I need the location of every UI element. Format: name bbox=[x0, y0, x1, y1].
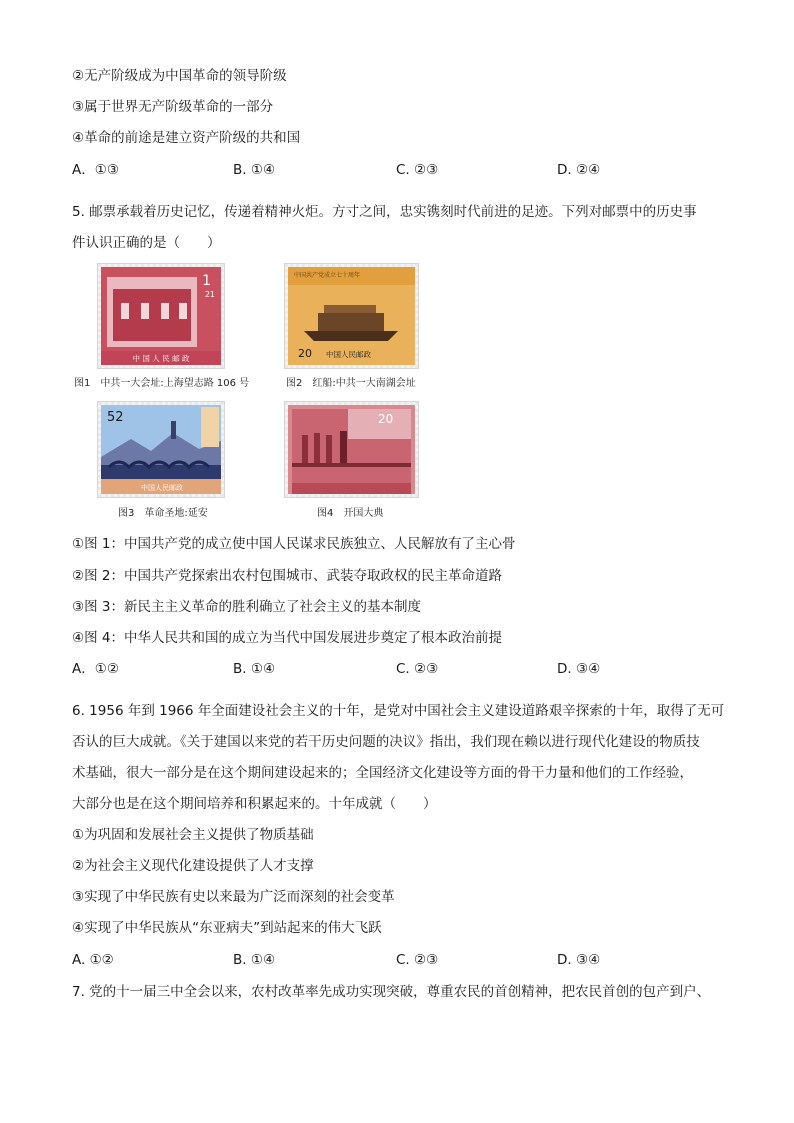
q5-item-1: ①图 1：中国共产党的成立使中国人民谋求民族独立、人民解放有了主心骨 bbox=[72, 536, 516, 552]
svg-text:21: 21 bbox=[204, 290, 215, 299]
q6-item-2: ②为社会主义现代化建设提供了人才支撑 bbox=[72, 858, 314, 874]
q4-option-c[interactable]: C. ②③ bbox=[396, 162, 439, 178]
q7-stem-line-1: 7. 党的十一届三中全会以来，农村改革率先成功实现突破，尊重农民的首创精神，把农民首创的包产到户、 bbox=[72, 984, 711, 1000]
q6-stem-line-1: 6. 1956 年到 1966 年全面建设社会主义的十年，是党对中国社会主义建设道路艰辛探索的十年，取得了无可 bbox=[72, 703, 725, 719]
svg-text:中 国 人 民 邮 政: 中 国 人 民 邮 政 bbox=[132, 354, 190, 363]
q4-option-a[interactable]: A．①③ bbox=[72, 162, 119, 178]
stamp-caption-4: 图4 开国大典 bbox=[317, 508, 384, 519]
svg-text:中国共产党成立七十周年: 中国共产党成立七十周年 bbox=[294, 272, 361, 279]
q6-item-1: ①为巩固和发展社会主义提供了物质基础 bbox=[72, 827, 314, 843]
q5-item-4: ④图 4：中华人民共和国的成立为当代中国发展进步奠定了根本政治前提 bbox=[72, 630, 502, 646]
stamp-figure-4 bbox=[285, 402, 418, 497]
svg-text:52: 52 bbox=[107, 410, 124, 425]
q6-stem-line-3: 术基础，很大一部分是在这个期间建设起来的；全国经济文化建设等方面的骨干力量和他们的工作经验， bbox=[72, 765, 693, 781]
q4-option-b[interactable]: B. ①④ bbox=[233, 162, 276, 178]
stamp-figure-3 bbox=[98, 402, 224, 497]
q6-option-c[interactable]: C. ②③ bbox=[396, 952, 439, 968]
q5-option-c[interactable]: C. ②③ bbox=[396, 661, 439, 677]
stamp-caption-1: 图1 中共一大会址:上海望志路 106 号 bbox=[74, 378, 250, 389]
q6-option-d[interactable]: D. ③④ bbox=[557, 952, 601, 968]
q5-stem-line-2: 件认识正确的是（ ） bbox=[72, 235, 221, 251]
svg-text:1: 1 bbox=[202, 273, 211, 289]
svg-text:中国人民邮政: 中国人民邮政 bbox=[326, 350, 371, 359]
q5-stem-line-1: 5. 邮票承载着历史记忆，传递着精神火炬。方寸之间，忠实镌刻时代前进的足迹。下列对邮票中的历史事 bbox=[72, 204, 697, 220]
q6-stem-line-4: 大部分也是在这个期间培养和积累起来的。十年成就（ ） bbox=[72, 796, 437, 812]
q5-option-b[interactable]: B. ①④ bbox=[233, 661, 276, 677]
q4-item-4: ④革命的前途是建立资产阶级的共和国 bbox=[72, 130, 301, 146]
q5-option-d[interactable]: D. ③④ bbox=[557, 661, 601, 677]
q5-item-2: ②图 2：中国共产党探索出农村包围城市、武装夺取政权的民主革命道路 bbox=[72, 568, 502, 584]
svg-text:20: 20 bbox=[298, 347, 312, 360]
q4-option-d[interactable]: D. ②④ bbox=[557, 162, 601, 178]
q5-option-a[interactable]: A．①② bbox=[72, 661, 119, 677]
svg-text:中国人民邮政: 中国人民邮政 bbox=[141, 484, 183, 492]
stamp-figure-1 bbox=[98, 264, 224, 368]
q4-item-2: ②无产阶级成为中国革命的领导阶级 bbox=[72, 68, 287, 84]
q6-item-4: ④实现了中华民族从“东亚病夫”到站起来的伟大飞跃 bbox=[72, 920, 382, 936]
q6-item-3: ③实现了中华民族有史以来最为广泛而深刻的社会变革 bbox=[72, 889, 395, 905]
stamp-figure-2 bbox=[285, 264, 418, 368]
q5-item-3: ③图 3：新民主主义革命的胜利确立了社会主义的基本制度 bbox=[72, 599, 421, 615]
q6-option-a[interactable]: A. ①② bbox=[72, 952, 114, 968]
stamp-caption-3: 图3 革命圣地:延安 bbox=[118, 508, 208, 519]
q6-option-b[interactable]: B. ①④ bbox=[233, 952, 276, 968]
stamp-caption-2: 图2 红船:中共一大南湖会址 bbox=[286, 378, 416, 389]
q6-stem-line-2: 否认的巨大成就。《关于建国以来党的若干历史问题的决议》指出，我们现在赖以进行现代化建设的物质技 bbox=[72, 734, 700, 750]
svg-text:20: 20 bbox=[378, 412, 394, 426]
q4-item-3: ③属于世界无产阶级革命的一部分 bbox=[72, 99, 274, 115]
